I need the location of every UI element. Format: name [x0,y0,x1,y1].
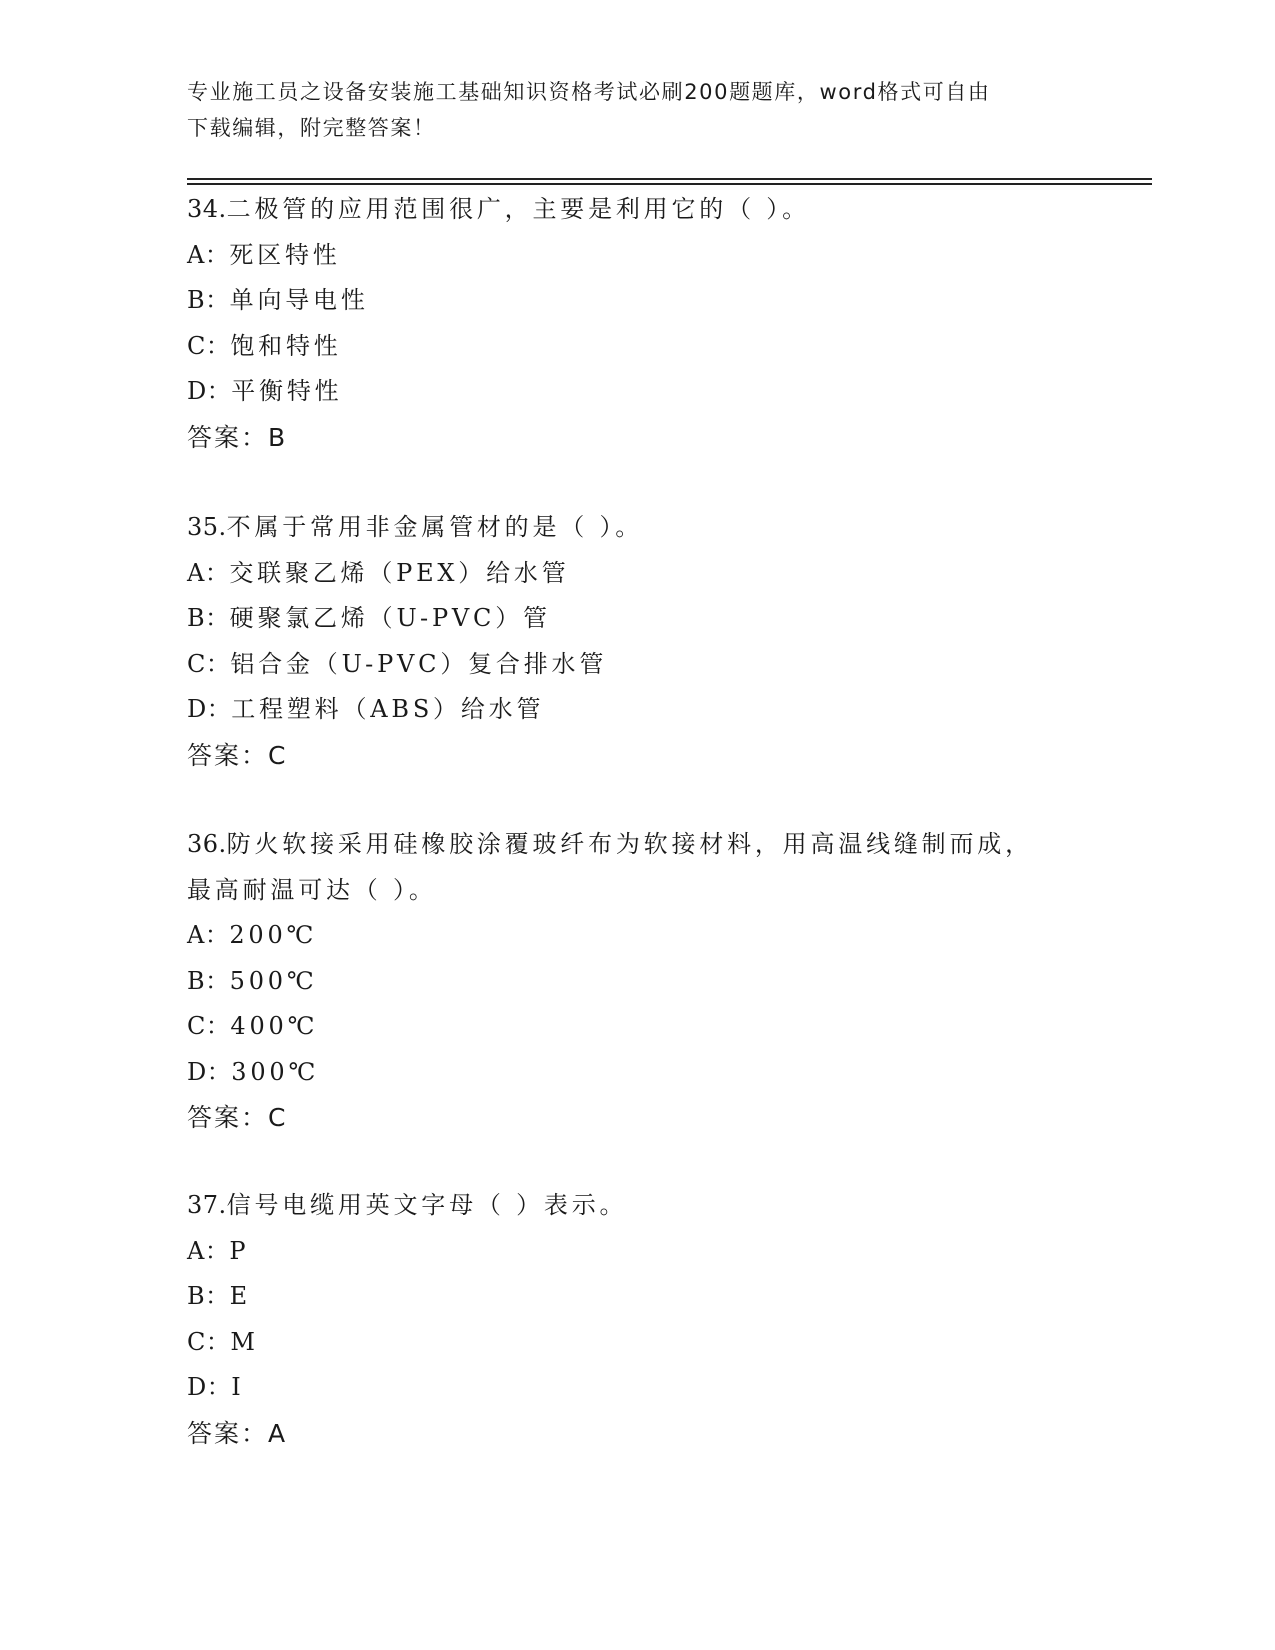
question-stem [187,822,1087,868]
question-stem [187,1183,1087,1229]
question-number: 37. [187,1191,227,1219]
option-text: 铝合金（U-PVC）复合排水管 [230,649,608,678]
option-label: D： [187,1373,232,1401]
option-b [187,596,1087,642]
option-text: 500℃ [229,966,318,995]
option-c [187,1320,1087,1366]
option-text: I [231,1373,245,1401]
option-label: C： [187,1327,231,1356]
question-34 [187,187,1087,460]
option-b [187,278,1087,324]
option-text: 平衡特性 [231,377,343,405]
option-text: 工程塑料（ABS）给水管 [231,695,545,723]
option-label: A： [187,921,230,949]
header-title-line-1: 专业施工员之设备安装施工基础知识资格考试必刷200题题库，word格式可自由 [187,80,991,104]
option-label: A： [187,240,230,269]
option-label: D： [187,1057,232,1086]
option-label: D： [187,377,232,405]
header-title-line-2: 下载编辑，附完整答案！ [187,116,436,140]
option-b [187,1274,1087,1320]
question-text: 不属于常用非金属管材的是（ ）。 [226,513,644,541]
question-37 [187,1183,1087,1456]
option-label: C： [187,331,231,360]
option-a [187,233,1087,279]
answer-line: 答案：B [187,422,288,452]
option-b [187,959,1087,1005]
option-d [187,687,1087,733]
question-text: 防火软接采用硅橡胶涂覆玻纤布为软接材料，用高温线缝制而成， [226,830,1033,858]
option-label: D： [187,695,232,723]
option-a [187,1229,1087,1275]
option-label: B： [187,604,230,632]
option-c [187,324,1087,370]
option-text: 硬聚氯乙烯（U-PVC）管 [229,604,551,632]
question-number: 34. [187,195,227,223]
answer-line: 答案：C [187,740,288,770]
option-text: M [230,1327,259,1356]
option-label: B： [187,966,230,995]
header-divider-top [187,178,1152,180]
option-label: C： [187,649,231,678]
option-text: E [229,1282,251,1310]
option-label: B： [187,286,230,314]
option-text: 单向导电性 [229,286,369,314]
header-divider-bottom [187,183,1152,185]
question-35 [187,505,1087,778]
question-stem [187,505,1087,551]
option-c [187,642,1087,688]
option-d [187,1050,1087,1096]
document-header [187,74,1087,146]
question-stem [187,187,1087,233]
option-text: 400℃ [230,1012,319,1040]
option-text: 200℃ [229,921,318,949]
option-a [187,551,1087,597]
option-d [187,369,1087,415]
option-c [187,1004,1087,1050]
option-text: P [229,1236,250,1265]
question-text: 信号电缆用英文字母（ ）表示。 [226,1191,628,1219]
option-text: 300℃ [231,1057,320,1086]
option-label: B： [187,1282,230,1310]
answer-line: 答案：A [187,1418,288,1448]
option-a [187,913,1087,959]
option-text: 死区特性 [229,240,341,269]
question-36 [187,822,1087,1141]
question-text: 二极管的应用范围很广，主要是利用它的（ ）。 [226,195,810,223]
option-label: A： [187,1236,230,1265]
question-number: 36. [187,830,227,858]
answer-line: 答案：C [187,1103,288,1132]
option-text: 交联聚乙烯（PEX）给水管 [229,558,570,587]
question-stem-continued: 最高耐温可达（ ）。 [187,875,437,904]
question-number: 35. [187,513,227,541]
option-label: A： [187,558,230,587]
option-text: 饱和特性 [230,331,342,360]
option-label: C： [187,1012,231,1040]
option-d [187,1365,1087,1411]
